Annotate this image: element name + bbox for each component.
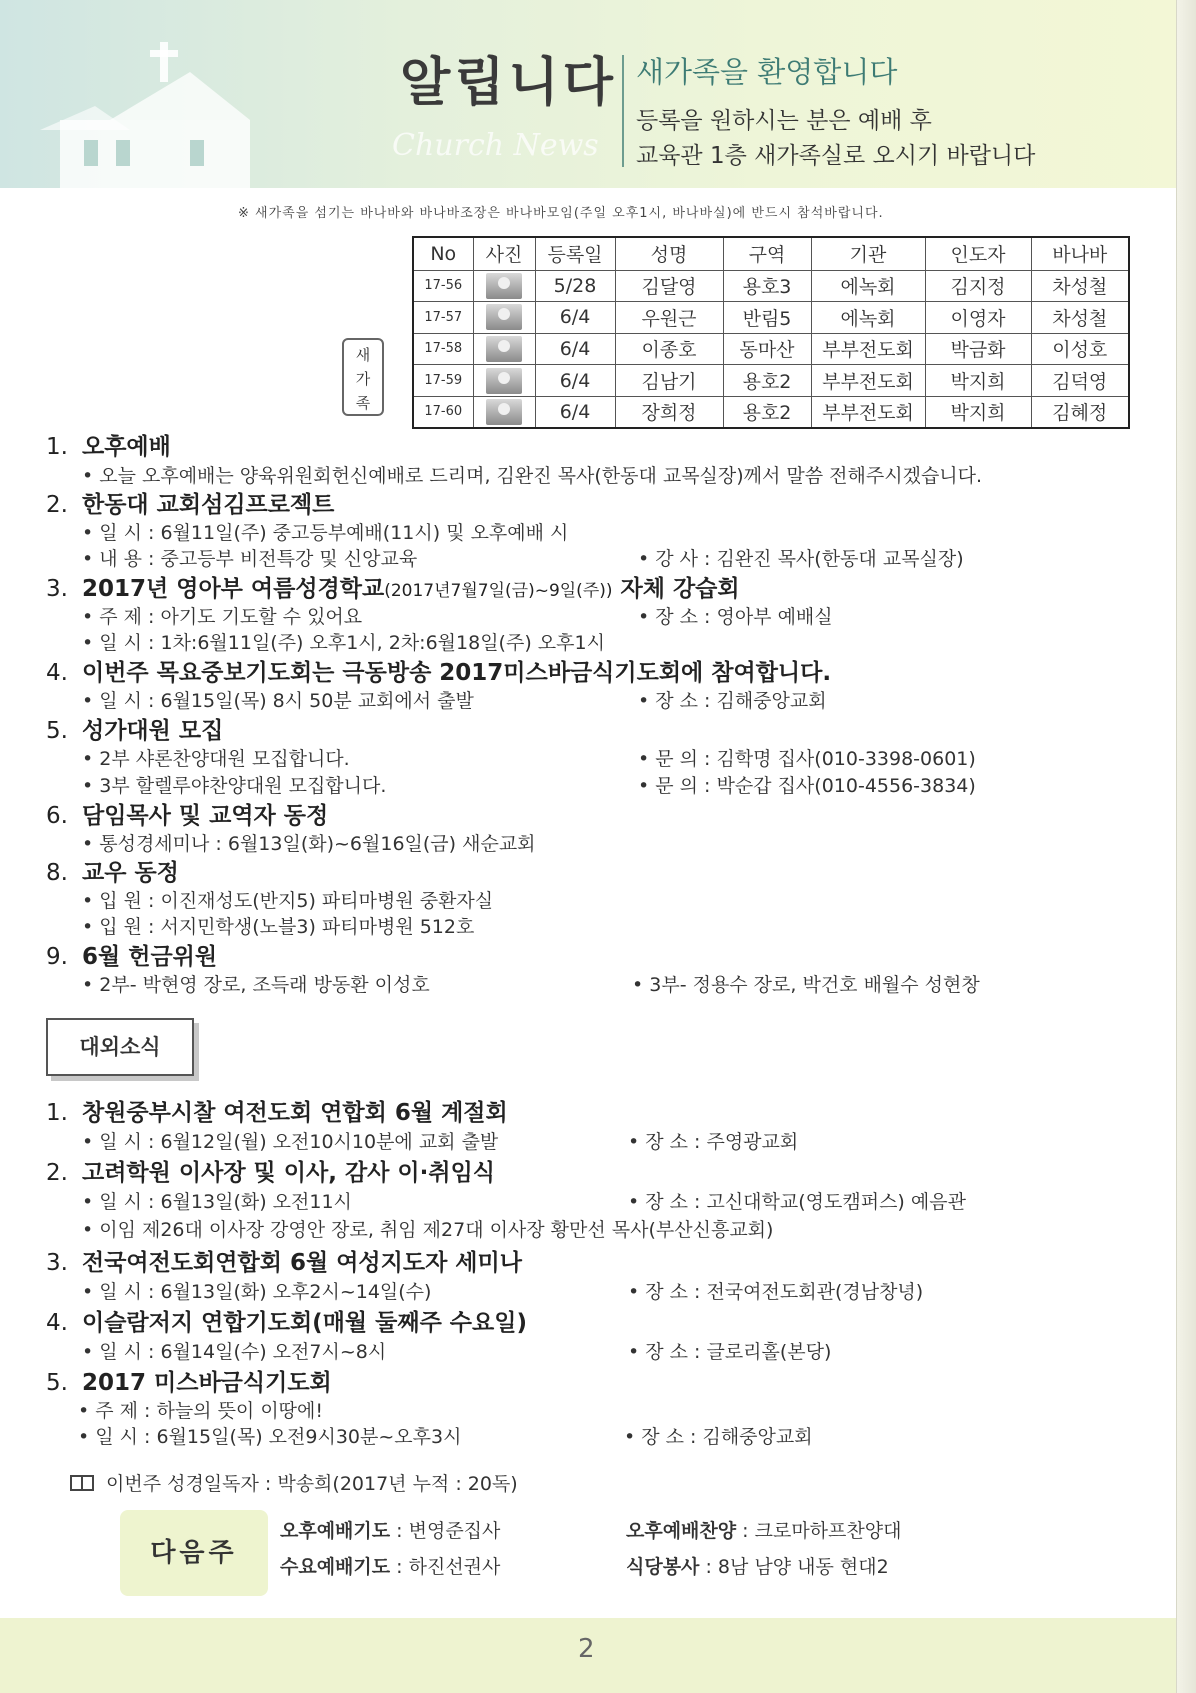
external-item-5-title: 5. 2017 미스바금식기도회 [46,1370,332,1396]
external-item-2-line-1a: • 일 시 : 6월13일(화) 오전11시 [82,1191,352,1213]
news-item-3-line-1a: • 주 제 : 아기도 기도할 수 있어요 [82,606,363,628]
external-item-4-title: 4. 이슬람저지 연합기도회(매월 둘째주 수요일) [46,1310,527,1336]
news-item-4-line-1a: • 일 시 : 6월15일(목) 8시 50분 교회에서 출발 [82,690,474,712]
external-item-1-title: 1. 창원중부시찰 여전도회 연합회 6월 계절회 [46,1100,508,1126]
church-illustration [40,20,250,188]
external-item-2-line-2: • 이임 제26대 이사장 강영안 장로, 취임 제27대 이사장 황만선 목사(부산신흥교회) [82,1219,774,1241]
col-date: 등록일 [535,237,615,270]
next-week-wednesday-prayer: 수요예배기도 : 하진선권사 [280,1556,501,1578]
table-row: 17-57 6/4 우원근 반림5 에녹회 이영자 차성철 [413,302,1129,334]
member-photo [486,336,522,362]
news-item-5-line-1b: • 문 의 : 김학명 집사(010-3398-0601) [638,748,976,770]
member-photo [486,273,522,299]
member-photo [486,368,522,394]
header-banner [0,0,1176,188]
col-area: 구역 [723,237,811,270]
news-item-4-line-1b: • 장 소 : 김해중앙교회 [638,690,827,712]
col-photo: 사진 [473,237,535,270]
news-item-5-title: 5. 성가대원 모집 [46,718,224,744]
bible-reader: 이번주 성경일독자 : 박송희(2017년 누적 : 20독) [70,1469,518,1496]
news-item-2-title: 2. 한동대 교회섬김프로젝트 [46,492,335,518]
next-week-dining-service: 식당봉사 : 8남 남양 내동 현대2 [626,1556,889,1578]
news-item-5-line-2b: • 문 의 : 박순갑 집사(010-4556-3834) [638,775,976,797]
col-org: 기관 [811,237,925,270]
news-item-3-title: 3. 2017년 영아부 여름성경학교(2017년7월7일(금)~9일(주)) 자체 강습회 [46,576,740,602]
news-item-9-title: 9. 6월 헌금위원 [46,944,218,970]
external-item-3-line-1b: • 장 소 : 전국여전도회관(경남창녕) [628,1281,924,1303]
external-item-3-title: 3. 전국여전도회연합회 6월 여성지도자 세미나 [46,1250,522,1276]
next-week-afternoon-prayer: 오후예배기도 : 변영준집사 [280,1520,501,1542]
external-item-1-line-1b: • 장 소 : 주영광교회 [628,1131,799,1153]
col-no: No [413,237,473,270]
news-item-1-title: 1. 오후예배 [46,434,171,460]
news-item-1-line: • 오늘 오후예배는 양육위원회헌신예배로 드리며, 김완진 목사(한동대 교목실장)께서 말씀 전해주시겠습니다. [82,465,983,487]
next-week-label: 다음주 [120,1510,268,1596]
page-number: 2 [578,1634,595,1664]
barnabas-note: ※ 새가족을 섬기는 바나바와 바나바조장은 바나바모임(주일 오후1시, 바나바실)에 반드시 참석바랍니다. [238,206,884,221]
news-item-8-line-2: • 입 원 : 서지민학생(노블3) 파티마병원 512호 [82,916,475,938]
news-item-6-title: 6. 담임목사 및 교역자 동정 [46,803,329,829]
external-news-heading: 대외소식 [46,1018,194,1076]
page-spine [1176,0,1196,1693]
col-barnabas: 바나바 [1031,237,1129,270]
news-item-3-line-2: • 일 시 : 1차:6월11일(주) 오후1시, 2차:6월18일(주) 오후1시 [82,632,605,654]
col-guide: 인도자 [925,237,1031,270]
welcome-line-1: 등록을 원하시는 분은 예배 후 [636,108,932,134]
new-family-table [412,236,1130,429]
external-item-5-line-1: • 주 제 : 하늘의 뜻이 이땅에! [78,1400,324,1422]
table-row: 17-56 5/28 김달영 용호3 에녹회 김지정 차성철 [413,270,1129,302]
external-item-5-line-2b: • 장 소 : 김해중앙교회 [624,1426,813,1448]
news-item-5-line-1a: • 2부 샤론찬양대원 모집합니다. [82,748,350,770]
news-item-3-line-1b: • 장 소 : 영아부 예배실 [638,606,833,628]
table-row: 17-58 6/4 이종호 동마산 부부전도회 박금화 이성호 [413,333,1129,365]
new-family-tag: 새 가 족 [342,338,384,416]
member-photo [486,304,522,330]
news-item-2-line-2a: • 내 용 : 중고등부 비전특강 및 신앙교육 [82,548,418,570]
news-item-6-line: • 통성경세미나 : 6월13일(화)~6월16일(금) 새순교회 [82,833,536,855]
external-item-1-line-1a: • 일 시 : 6월12일(월) 오전10시10분에 교회 출발 [82,1131,499,1153]
table-row: 17-60 6/4 장희정 용호2 부부전도회 박지희 김혜정 [413,396,1129,428]
news-item-8-title: 8. 교우 동정 [46,860,179,886]
news-item-9-line-1a: • 2부- 박현영 장로, 조득래 방동환 이성호 [82,974,430,996]
news-item-8-line-1: • 입 원 : 이진재성도(반지5) 파티마병원 중환자실 [82,890,494,912]
page-subtitle: Church News [392,128,599,163]
welcome-title: 새가족을 환영합니다 [636,55,898,89]
col-name: 성명 [615,237,723,270]
header-divider [622,55,624,167]
page-title: 알립니다 [400,53,617,113]
news-item-5-line-2a: • 3부 할렐루야찬양대원 모집합니다. [82,775,387,797]
external-item-2-line-1b: • 장 소 : 고신대학교(영도캠퍼스) 예음관 [628,1191,966,1213]
welcome-line-2: 교육관 1층 새가족실로 오시기 바랍니다 [636,143,1036,169]
table-row: 17-59 6/4 김남기 용호2 부부전도회 박지희 김덕영 [413,365,1129,397]
external-item-4-line-1b: • 장 소 : 글로리홀(본당) [628,1341,832,1363]
table-header-row [413,237,1129,270]
book-icon [70,1475,94,1491]
external-item-4-line-1a: • 일 시 : 6월14일(수) 오전7시~8시 [82,1341,387,1363]
next-week-afternoon-praise: 오후예배찬양 : 크로마하프찬양대 [626,1520,902,1542]
news-item-9-line-1b: • 3부- 정용수 장로, 박건호 배월수 성현창 [632,974,980,996]
news-item-4-title: 4. 이번주 목요중보기도회는 극동방송 2017미스바금식기도회에 참여합니다. [46,660,832,686]
external-item-3-line-1a: • 일 시 : 6월13일(화) 오후2시~14일(수) [82,1281,432,1303]
news-item-2-line-2b: • 강 사 : 김완진 목사(한동대 교목실장) [638,548,964,570]
news-item-2-line-1: • 일 시 : 6월11일(주) 중고등부예배(11시) 및 오후예배 시 [82,522,569,544]
external-item-2-title: 2. 고려학원 이사장 및 이사, 감사 이·취임식 [46,1160,495,1186]
member-photo [486,399,522,425]
external-item-5-line-2a: • 일 시 : 6월15일(목) 오전9시30분~오후3시 [78,1426,462,1448]
